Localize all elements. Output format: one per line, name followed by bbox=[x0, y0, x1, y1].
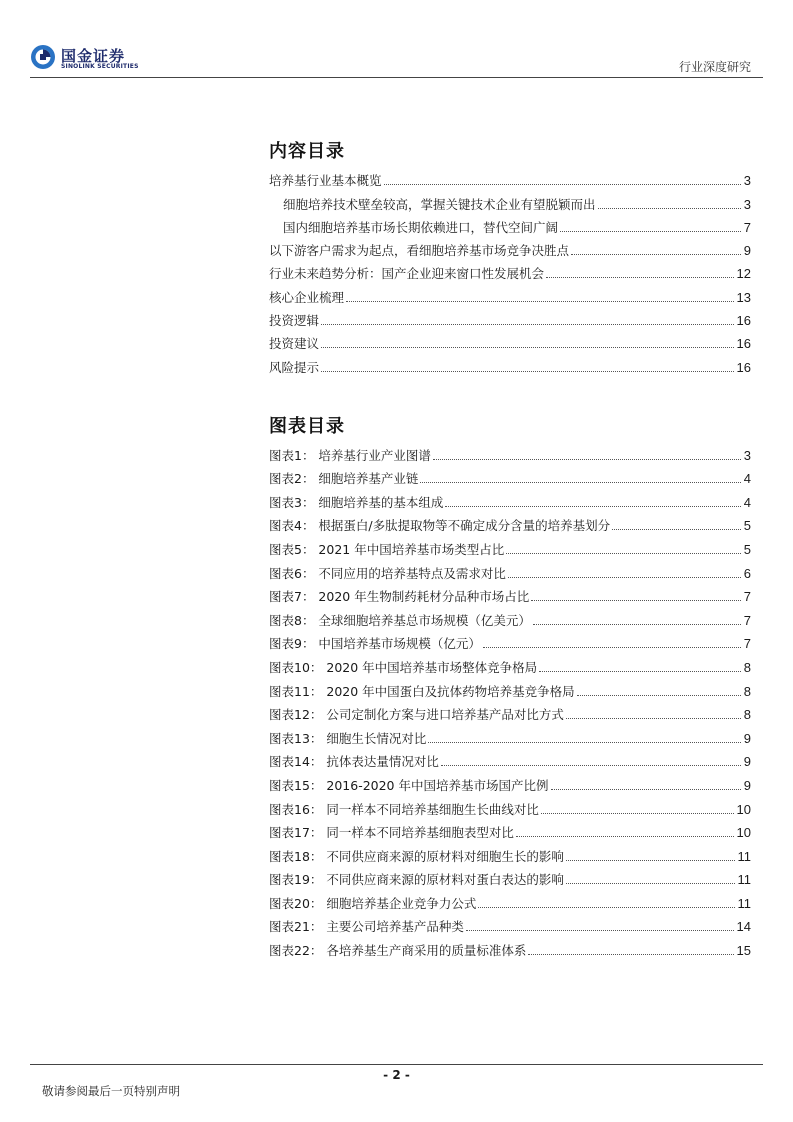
figure-entry[interactable] bbox=[269, 510, 751, 534]
dot-leader bbox=[478, 906, 734, 908]
entry-page-number: 16 bbox=[736, 336, 751, 352]
dot-leader bbox=[428, 741, 740, 743]
entry-page-number: 12 bbox=[736, 266, 751, 282]
report-type-label: 行业深度研究 bbox=[678, 60, 751, 74]
figure-entry[interactable] bbox=[269, 864, 751, 888]
contents-entry[interactable] bbox=[269, 165, 751, 188]
contents-title: 内容目录 bbox=[269, 141, 345, 162]
contents-entry[interactable] bbox=[269, 235, 751, 258]
figure-entry[interactable] bbox=[269, 463, 751, 487]
dot-leader bbox=[541, 812, 734, 814]
dot-leader bbox=[533, 623, 741, 625]
entry-label: 图表7： 2020 年生物制药耗材分品种市场占比 bbox=[269, 589, 530, 605]
entry-page-number: 10 bbox=[736, 825, 751, 841]
dot-leader bbox=[531, 599, 741, 601]
entry-label: 图表17： 同一样本不同培养基细胞表型对比 bbox=[269, 825, 514, 841]
entry-page-number: 11 bbox=[737, 895, 751, 911]
contents-list bbox=[269, 165, 751, 375]
entry-label: 图表16： 同一样本不同培养基细胞生长曲线对比 bbox=[269, 801, 539, 817]
entry-page-number: 5 bbox=[743, 518, 751, 534]
entry-page-number: 15 bbox=[736, 943, 751, 959]
entry-page-number: 3 bbox=[743, 173, 751, 189]
figure-entry[interactable] bbox=[269, 793, 751, 817]
figure-entry[interactable] bbox=[269, 439, 751, 463]
dot-leader bbox=[508, 576, 741, 578]
figure-entry[interactable] bbox=[269, 722, 751, 746]
figure-entry[interactable] bbox=[269, 911, 751, 935]
company-logo bbox=[30, 44, 150, 74]
contents-entry[interactable] bbox=[269, 281, 751, 304]
entry-page-number: 8 bbox=[743, 659, 751, 675]
dot-leader bbox=[445, 505, 740, 507]
entry-label: 图表8： 全球细胞培养基总市场规模（亿美元） bbox=[269, 612, 531, 628]
dot-leader bbox=[420, 481, 740, 483]
figure-entry[interactable] bbox=[269, 746, 751, 770]
dot-leader bbox=[551, 788, 741, 790]
dot-leader bbox=[433, 458, 741, 460]
contents-entry[interactable] bbox=[269, 188, 751, 211]
entry-label: 图表13： 细胞生长情况对比 bbox=[269, 730, 427, 746]
entry-page-number: 13 bbox=[736, 289, 751, 305]
dot-leader bbox=[321, 323, 734, 325]
dot-leader bbox=[598, 207, 741, 209]
entry-label: 图表9： 中国培养基市场规模（亿元） bbox=[269, 636, 481, 652]
figure-entry[interactable] bbox=[269, 651, 751, 675]
entry-label: 图表18： 不同供应商来源的原材料对细胞生长的影响 bbox=[269, 848, 564, 864]
entry-page-number: 3 bbox=[743, 196, 751, 212]
logo-english-name: SINOLINK SECURITIES bbox=[61, 63, 139, 70]
figure-entry[interactable] bbox=[269, 604, 751, 628]
header-divider bbox=[30, 77, 763, 78]
dot-leader bbox=[483, 646, 741, 648]
disclaimer-note: 敬请参阅最后一页特别声明 bbox=[42, 1084, 180, 1098]
dot-leader bbox=[516, 835, 734, 837]
figure-entry[interactable] bbox=[269, 699, 751, 723]
figure-entry[interactable] bbox=[269, 934, 751, 958]
entry-page-number: 16 bbox=[736, 313, 751, 329]
entry-label: 图表2： 细胞培养基产业链 bbox=[269, 471, 419, 487]
entry-page-number: 14 bbox=[736, 919, 751, 935]
sinolink-logo-icon bbox=[30, 44, 56, 70]
entry-label: 图表6： 不同应用的培养基特点及需求对比 bbox=[269, 565, 506, 581]
dot-leader bbox=[346, 300, 734, 302]
dot-leader bbox=[384, 183, 741, 185]
entry-page-number: 9 bbox=[743, 777, 751, 793]
logo-chinese-name: 国金证券 bbox=[61, 47, 126, 65]
entry-page-number: 7 bbox=[743, 636, 751, 652]
entry-label: 图表4： 根据蛋白/多肽提取物等不确定成分含量的培养基划分 bbox=[269, 518, 611, 534]
entry-page-number: 4 bbox=[743, 494, 751, 510]
entry-page-number: 7 bbox=[743, 219, 751, 235]
entry-label: 投资建议 bbox=[269, 336, 320, 352]
entry-label: 图表5： 2021 年中国培养基市场类型占比 bbox=[269, 541, 505, 557]
entry-page-number: 6 bbox=[743, 565, 751, 581]
figure-entry[interactable] bbox=[269, 557, 751, 581]
entry-label: 培养基行业基本概览 bbox=[269, 173, 382, 189]
figures-title: 图表目录 bbox=[269, 416, 345, 437]
contents-entry[interactable] bbox=[269, 305, 751, 328]
contents-entry[interactable] bbox=[269, 328, 751, 351]
entry-label: 投资逻辑 bbox=[269, 313, 320, 329]
entry-label: 图表3： 细胞培养基的基本组成 bbox=[269, 494, 444, 510]
figure-entry[interactable] bbox=[269, 817, 751, 841]
entry-page-number: 8 bbox=[743, 683, 751, 699]
contents-entry[interactable] bbox=[269, 212, 751, 235]
entry-label: 图表14： 抗体表达量情况对比 bbox=[269, 754, 439, 770]
entry-label: 图表15： 2016-2020 年中国培养基市场国产比例 bbox=[269, 777, 549, 793]
entry-page-number: 9 bbox=[743, 243, 751, 259]
dot-leader bbox=[466, 929, 734, 931]
dot-leader bbox=[321, 346, 734, 348]
entry-label: 图表21： 主要公司培养基产品种类 bbox=[269, 919, 464, 935]
entry-label: 核心企业梳理 bbox=[269, 289, 345, 305]
contents-entry[interactable] bbox=[269, 258, 751, 281]
dot-leader bbox=[441, 764, 741, 766]
figure-entry[interactable] bbox=[269, 887, 751, 911]
figure-entry[interactable] bbox=[269, 769, 751, 793]
dot-leader bbox=[566, 717, 741, 719]
entry-page-number: 8 bbox=[743, 707, 751, 723]
entry-page-number: 5 bbox=[743, 541, 751, 557]
dot-leader bbox=[528, 953, 733, 955]
entry-page-number: 7 bbox=[743, 612, 751, 628]
figure-entry[interactable] bbox=[269, 533, 751, 557]
entry-label: 图表12： 公司定制化方案与进口培养基产品对比方式 bbox=[269, 707, 564, 723]
entry-page-number: 9 bbox=[743, 730, 751, 746]
dot-leader bbox=[571, 253, 741, 255]
dot-leader bbox=[612, 528, 741, 530]
entry-page-number: 16 bbox=[736, 359, 751, 375]
entry-label: 图表20： 细胞培养基企业竞争力公式 bbox=[269, 895, 477, 911]
dot-leader bbox=[539, 670, 741, 672]
entry-page-number: 9 bbox=[743, 754, 751, 770]
figure-entry[interactable] bbox=[269, 840, 751, 864]
entry-page-number: 7 bbox=[743, 589, 751, 605]
dot-leader bbox=[321, 370, 734, 372]
entry-page-number: 10 bbox=[736, 801, 751, 817]
entry-label: 图表10： 2020 年中国培养基市场整体竞争格局 bbox=[269, 659, 538, 675]
page-number: - 2 - bbox=[383, 1068, 410, 1082]
entry-page-number: 11 bbox=[737, 872, 751, 888]
figure-entry[interactable] bbox=[269, 486, 751, 510]
entry-label: 以下游客户需求为起点，看细胞培养基市场竞争决胜点 bbox=[269, 243, 570, 259]
footer-divider bbox=[30, 1064, 763, 1065]
dot-leader bbox=[546, 276, 734, 278]
dot-leader bbox=[566, 882, 735, 884]
entry-label: 风险提示 bbox=[269, 359, 320, 375]
dot-leader bbox=[560, 230, 741, 232]
entry-label: 行业未来趋势分析：国产企业迎来窗口性发展机会 bbox=[269, 266, 545, 282]
entry-label: 图表1： 培养基行业产业图谱 bbox=[269, 447, 431, 463]
entry-label: 图表22： 各培养基生产商采用的质量标准体系 bbox=[269, 943, 527, 959]
figures-list bbox=[269, 439, 751, 958]
figure-entry[interactable] bbox=[269, 675, 751, 699]
entry-label: 图表19： 不同供应商来源的原材料对蛋白表达的影响 bbox=[269, 872, 564, 888]
entry-label: 细胞培养技术壁垒较高，掌握关键技术企业有望脱颖而出 bbox=[283, 196, 596, 212]
page-header bbox=[0, 0, 793, 78]
entry-page-number: 3 bbox=[743, 447, 751, 463]
dot-leader bbox=[566, 859, 735, 861]
dot-leader bbox=[506, 552, 741, 554]
entry-page-number: 11 bbox=[737, 848, 751, 864]
entry-page-number: 4 bbox=[743, 471, 751, 487]
contents-entry[interactable] bbox=[269, 351, 751, 374]
entry-label: 国内细胞培养基市场长期依赖进口，替代空间广阔 bbox=[283, 219, 559, 235]
figure-entry[interactable] bbox=[269, 581, 751, 605]
dot-leader bbox=[577, 694, 741, 696]
figure-entry[interactable] bbox=[269, 628, 751, 652]
entry-label: 图表11： 2020 年中国蛋白及抗体药物培养基竞争格局 bbox=[269, 683, 575, 699]
